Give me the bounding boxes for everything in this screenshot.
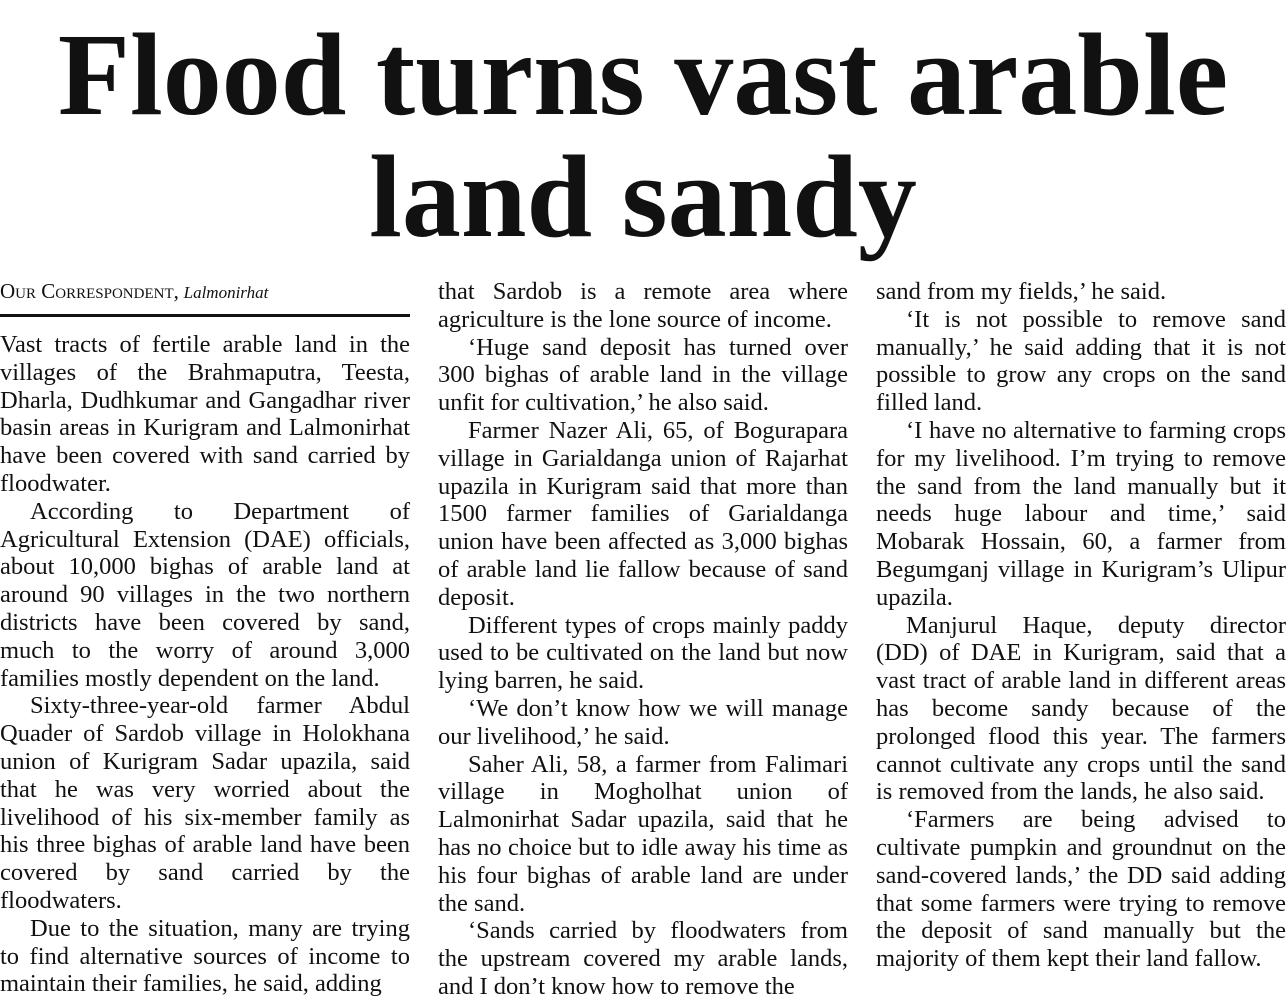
headline: Flood turns vast arable land sandy [57, 9, 1229, 262]
paragraph: According to Department of Agricultural Extension (DAE) officials, about 10,000 bighas of arable land at around 90 villages in the two northern districts have been covered by sand, much to the worry of around 3,000 families mostly dependent on the land. [0, 497, 410, 692]
article-column-1 [0, 278, 410, 998]
paragraph: sand from my fields,’ he said. [876, 278, 1167, 305]
paragraph: Vast tracts of fertile arable land in the villages of the Brahmaputra, Teesta, Dharla, Dudhkumar and Gangadhar river basin areas in Kurigram and Lalmonirhat have been covered with sand carried by floodwater. [0, 331, 410, 497]
paragraph: Due to the situation, many are trying to find alternative sources of income to maintain their families, he said, adding [0, 914, 410, 998]
paragraph: ‘I have no alternative to farming crops for my livelihood. I’m trying to remove the sand from the land manually but it needs huge labour and time,’ said Mobarak Hossain, 60, a farmer from Begumganj village in Kurigram’s Ulipur upazila. [876, 416, 1286, 611]
paragraph: ‘Huge sand deposit has turned over 300 bighas of arable land in the village unfit for cultivation,’ he also said. [438, 333, 848, 417]
byline-correspondent: Our Correspondent, [0, 279, 179, 303]
paragraph: that Sardob is a remote area where agriculture is the lone source of income. [438, 278, 848, 333]
paragraph: ‘It is not possible to remove sand manually,’ he said adding that it is not possible to grow any crops on the sand filled land. [876, 305, 1286, 417]
byline-location: Lalmonirhat [183, 283, 269, 302]
paragraph: Farmer Nazer Ali, 65, of Bogurapara village in Garialdanga union of Rajarhat upazila in Kurigram said that more than 1500 farmer families of Garialdanga union have been affected as 3,000 bighas of arable land lie fallow because of sand deposit. [438, 416, 848, 611]
paragraph: Manjurul Haque, deputy director (DD) of DAE in Kurigram, said that a vast tract of arable land in different areas has become sandy because of the prolonged flood this year. The farmers cannot cultivate any crops until the sand is removed from the lands, he also said. [876, 611, 1286, 806]
paragraph: ‘We don’t know how we will manage our livelihood,’ he said. [438, 694, 848, 750]
article-column-2 [438, 278, 848, 1001]
article-column-3 [876, 278, 1286, 973]
paragraph: ‘Sands carried by floodwaters from the upstream covered my arable lands, and I don’t know how to remove the [438, 917, 848, 1000]
byline [0, 278, 410, 317]
paragraph: ‘Farmers are being advised to cultivate pumpkin and groundnut on the sand-covered lands,’ the DD said adding that some farmers were trying to remove the deposit of sand manually but the majority of them kept their land fallow. [876, 806, 1286, 973]
paragraph: Saher Ali, 58, a farmer from Falimari village in Mogholhat union of Lalmonirhat Sadar upazila, said that he has no choice but to idle away his time as his four bighas of arable land are under the sand. [438, 750, 848, 917]
paragraph: Sixty-three-year-old farmer Abdul Quader of Sardob village in Holokhana union of Kurigram Sadar upazila, said that he was very worried about the livelihood of his six-member family as his three bighas of arable land have been covered by sand carried by the floodwaters. [0, 692, 410, 914]
paragraph: Different types of crops mainly paddy used to be cultivated on the land but now lying barren, he said. [438, 611, 848, 695]
